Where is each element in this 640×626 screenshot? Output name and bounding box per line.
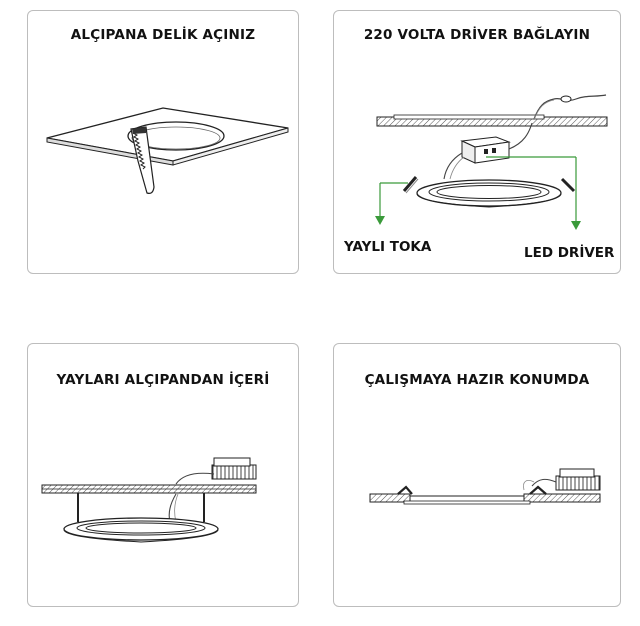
spring-clip-left	[398, 487, 412, 494]
step-2-title: 220 VOLTA DRİVER BAĞLAYIN	[363, 27, 591, 43]
led-driver-label: LED DRİVER	[524, 245, 615, 261]
led-driver-box	[556, 469, 600, 490]
step-1-title: ALÇIPANA DELİK AÇINIZ	[70, 27, 256, 43]
insert-springs-illustration	[28, 344, 300, 608]
led-driver-box	[212, 458, 256, 479]
step-3-title: YAYLARI ALÇIPANDAN İÇERİ	[56, 372, 270, 388]
arrow-to-spring-clip	[375, 183, 408, 225]
step-4-panel	[333, 343, 621, 607]
led-panel-disc	[64, 518, 218, 542]
spring-clip-right	[562, 179, 574, 191]
led-driver-box	[462, 137, 509, 163]
ceiling-cut-illustration	[28, 11, 300, 275]
step-1-panel	[27, 10, 299, 274]
ready-position-illustration	[334, 344, 622, 608]
step-4-title: ÇALIŞMAYA HAZIR KONUMDA	[364, 372, 590, 388]
spring-clip-right	[530, 487, 546, 494]
spring-clip-left	[404, 177, 418, 193]
driver-connection-illustration	[334, 11, 622, 275]
spring-clip-label: YAYLI TOKA	[344, 239, 432, 255]
step-3-panel	[27, 343, 299, 607]
step-2-panel	[333, 10, 621, 274]
led-panel-disc	[417, 180, 561, 207]
